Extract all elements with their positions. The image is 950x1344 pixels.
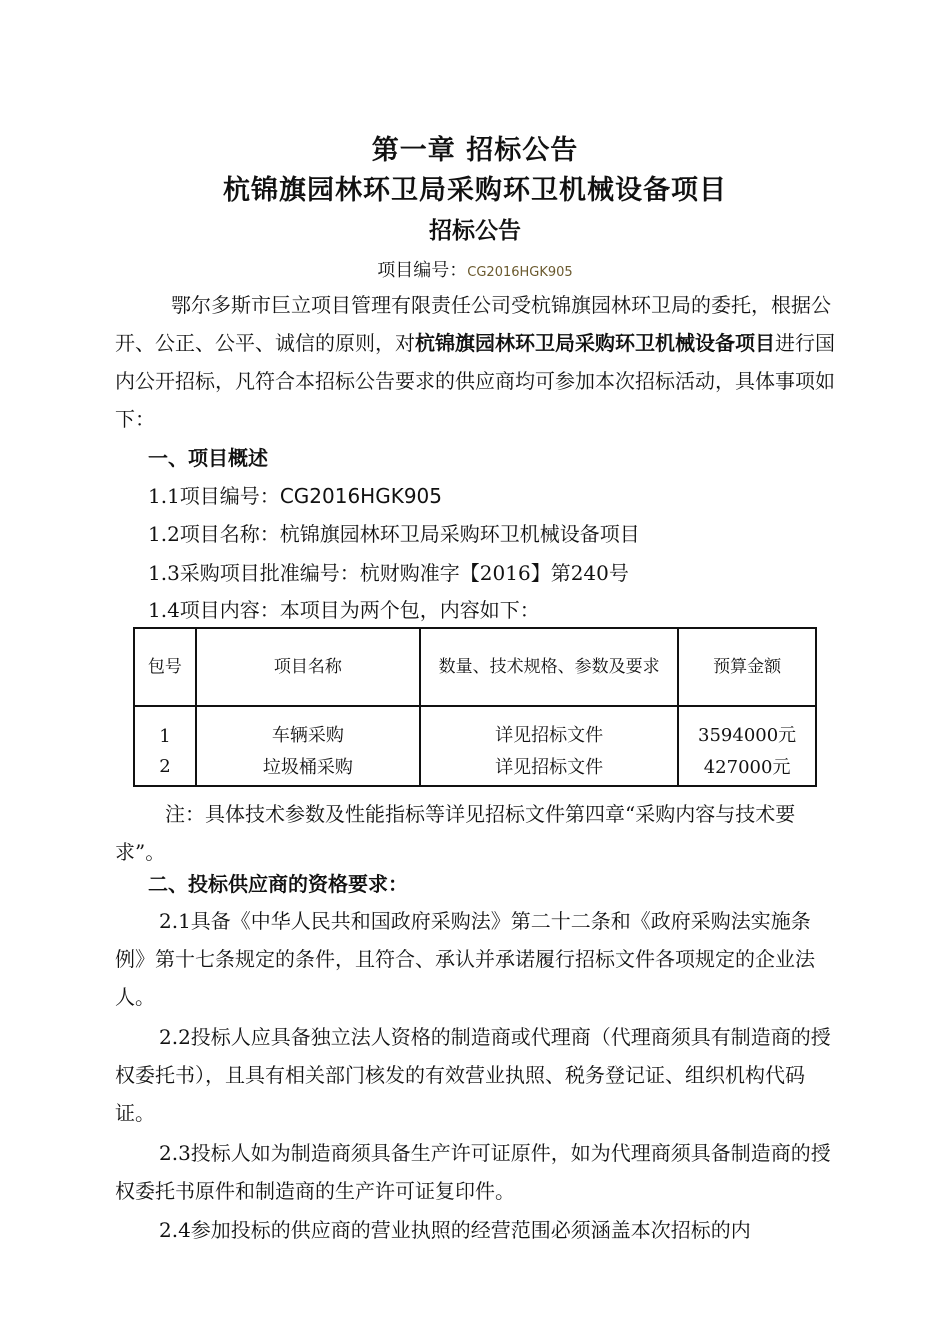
package-table — [133, 627, 817, 787]
table-note: 注：具体技术参数及性能指标等详见招标文件第四章“采购内容与技术要求”。 — [115, 802, 796, 864]
table-cell: 427000元 — [678, 747, 816, 786]
section2-paragraph-1: 2.1具备《中华人民共和国政府采购法》第二十二条和《政府采购法实施条例》第十七条规定的条件，且符合、承认并承诺履行招标文件各项规定的企业法人。 — [115, 909, 815, 1009]
table-header: 数量、技术规格、参数及要求 — [420, 628, 678, 706]
chapter-heading: 第一章 招标公告 — [371, 135, 579, 166]
table-row — [134, 747, 816, 786]
section2-title: 二、投标供应商的资格要求： — [148, 872, 408, 896]
section1-item4: 1.4项目内容：本项目为两个包，内容如下： — [148, 598, 540, 622]
project-code-value: CG2016HGK905 — [467, 265, 573, 280]
intro-text-2: 进行国内公开招标，凡符合本招标公告要求的供应商均可参加本次招标活动，具体事项如下： — [115, 331, 835, 431]
section1-title: 一、项目概述 — [148, 446, 268, 470]
table-header-row — [134, 628, 816, 706]
table-cell: 车辆采购 — [196, 706, 420, 747]
table-header: 包号 — [134, 628, 196, 706]
section2-paragraph-4: 2.4参加投标的供应商的营业执照的经营范围必须涵盖本次招标的内 — [159, 1218, 751, 1242]
table-cell: 3594000元 — [678, 706, 816, 747]
table-cell: 2 — [134, 747, 196, 786]
table-cell: 1 — [134, 706, 196, 747]
section2-paragraph-2: 2.2投标人应具备独立法人资格的制造商或代理商（代理商须具有制造商的授权委托书），且具有相关部门核发的有效营业执照、税务登记证、组织机构代码证。 — [115, 1025, 831, 1125]
intro-project-name: 杭锦旗园林环卫局采购环卫机械设备项目 — [415, 331, 775, 355]
item1-value: CG2016HGK905 — [279, 484, 442, 508]
item1-label: 1.1项目编号： — [148, 484, 280, 508]
table-header: 预算金额 — [678, 628, 816, 706]
intro-paragraph — [115, 286, 840, 438]
section1-item1 — [148, 481, 442, 511]
project-code-line — [0, 256, 950, 282]
table-header: 项目名称 — [196, 628, 420, 706]
table-cell: 详见招标文件 — [420, 747, 678, 786]
table-row — [134, 706, 816, 747]
section1-item3: 1.3采购项目批准编号：杭财购准字【2016】第240号 — [148, 561, 629, 585]
section2-paragraph-3: 2.3投标人如为制造商须具备生产许可证原件，如为代理商须具备制造商的授权委托书原件和制造商的生产许可证复印件。 — [115, 1141, 831, 1203]
notice-heading: 招标公告 — [429, 218, 521, 244]
table-cell: 详见招标文件 — [420, 706, 678, 747]
project-code-label: 项目编号： — [377, 260, 468, 281]
project-title: 杭锦旗园林环卫局采购环卫机械设备项目 — [223, 175, 727, 206]
intro-text-1: 鄂尔多斯市巨立项目管理有限责任公司受杭锦旗园林环卫局的委托，根据公开、公正、公平、诚信的原则，对 — [115, 293, 831, 355]
table-cell: 垃圾桶采购 — [196, 747, 420, 786]
section1-item2: 1.2项目名称：杭锦旗园林环卫局采购环卫机械设备项目 — [148, 522, 640, 546]
